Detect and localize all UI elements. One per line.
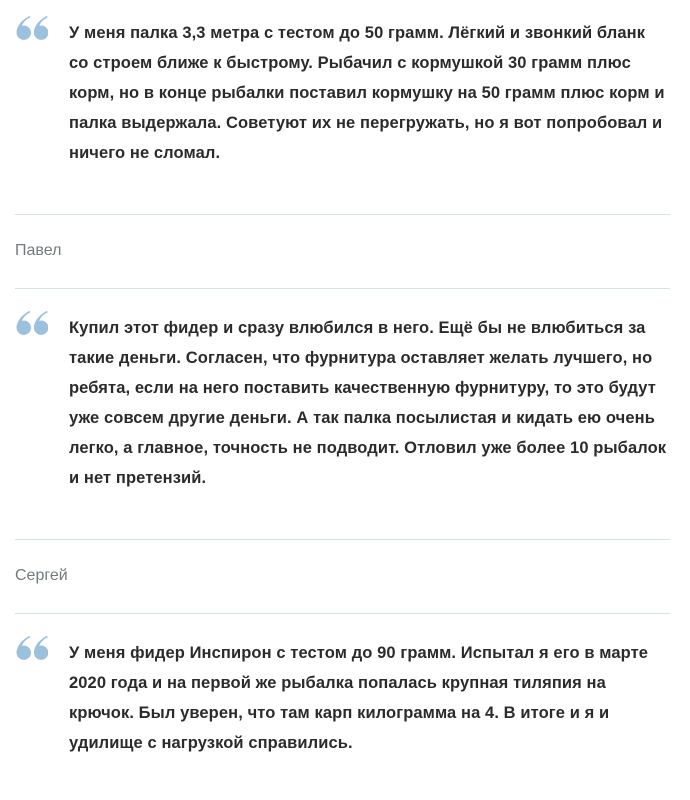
review-author: Сергей (15, 567, 68, 584)
review-quote-3 (15, 632, 670, 758)
divider (15, 288, 670, 289)
review-author: Павел (15, 242, 62, 259)
review-text: У меня фидер Инспирон с тестом до 90 грамм. Испытал я его в марте 2020 года и на первой же рыбалка попалась крупная тиляпия на крючок. Был уверен, что там карп килограмма на 4. В итоге и я и удилище с нагрузкой справились. (69, 644, 649, 752)
review-quote-2 (15, 307, 670, 493)
review-text: Купил этот фидер и сразу влюбился в него. Ещё бы не влюбиться за такие деньги. Согласен, что фурнитура оставляет желать лучшего, но ребята, если на него поставить качественную фурнитуру, то это будут уже совсем другие деньги. А так палка посылистая и кидать ею очень легко, а главное, точность не подводит. Отловил уже более 10 рыбалок и нет претензий. (69, 319, 667, 487)
quote-left-icon (15, 307, 69, 336)
divider (15, 539, 670, 540)
review-quote-1 (15, 12, 670, 168)
divider (15, 613, 670, 614)
quote-left-icon (15, 12, 69, 41)
review-author-row (15, 566, 670, 585)
divider (15, 214, 670, 215)
quote-left-icon (15, 632, 69, 661)
review-author-row (15, 241, 670, 260)
review-text: У меня палка 3,3 метра с тестом до 50 грамм. Лёгкий и звонкий бланк со строем ближе к быстрому. Рыбачил с кормушкой 30 грамм плюс корм, но в конце рыбалки поставил кормушку на 50 грамм плюс корм и палка выдержала. Советуют их не перегружать, но я вот попробовал и ничего не сломал. (69, 24, 665, 162)
